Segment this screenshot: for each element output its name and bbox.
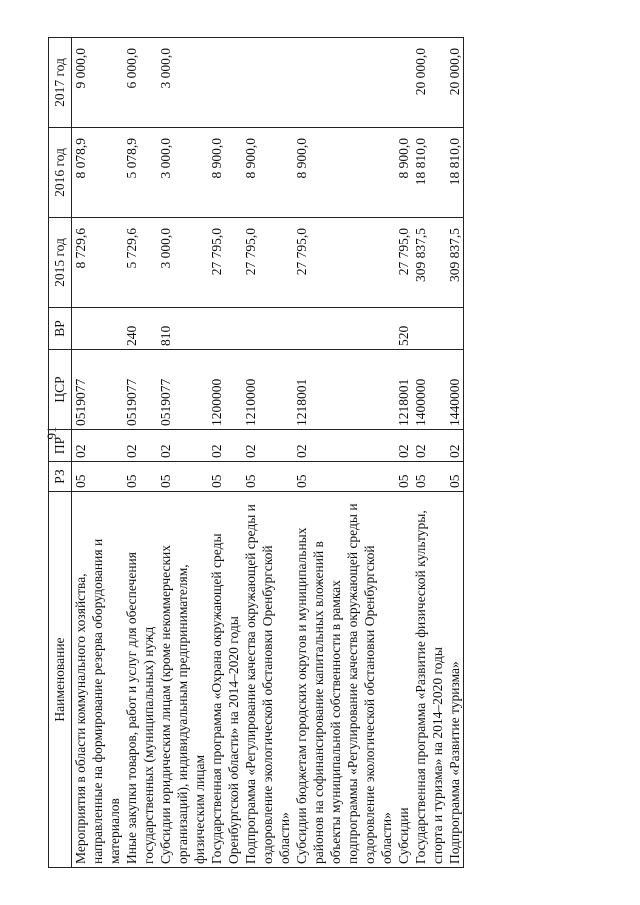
header-rz: РЗ xyxy=(49,462,72,492)
cell-2016: 3 000,0 xyxy=(157,128,208,218)
cell-2016: 18 810,0 xyxy=(412,128,446,218)
cell-2015: 27 795,0 xyxy=(395,218,412,308)
cell-vr: 240 xyxy=(123,308,157,350)
table-row xyxy=(412,38,446,868)
cell-2016: 8 900,0 xyxy=(242,128,293,218)
header-pr: ПР xyxy=(49,430,72,462)
cell-name: Подпрограмма «Развитие туризма» xyxy=(446,492,464,868)
cell-2016: 8 900,0 xyxy=(395,128,412,218)
cell-csr: 1218001 xyxy=(293,350,395,430)
cell-2017 xyxy=(242,38,293,128)
table-row xyxy=(72,38,124,868)
cell-2016: 8 900,0 xyxy=(208,128,242,218)
cell-name: Субсидии юридическим лицам (кроме некоммерческих организаций), индивидуальным предпринимателям, физическим лицам xyxy=(157,492,208,868)
header-2017: 2017 год xyxy=(49,38,72,128)
cell-pr: 02 xyxy=(123,430,157,462)
cell-vr xyxy=(242,308,293,350)
cell-2015: 3 000,0 xyxy=(157,218,208,308)
cell-pr: 02 xyxy=(72,430,124,462)
table-row xyxy=(242,38,293,868)
table-row xyxy=(123,38,157,868)
cell-rz: 05 xyxy=(208,462,242,492)
cell-rz: 05 xyxy=(395,462,412,492)
cell-2015: 27 795,0 xyxy=(208,218,242,308)
cell-2017: 3 000,0 xyxy=(157,38,208,128)
cell-2015: 27 795,0 xyxy=(293,218,395,308)
cell-rz: 05 xyxy=(293,462,395,492)
budget-table xyxy=(48,37,464,868)
cell-rz: 05 xyxy=(446,462,464,492)
cell-name: Государственная программа «Охрана окружающей среды Оренбургской области» на 2014–2020 годы xyxy=(208,492,242,868)
cell-2016: 18 810,0 xyxy=(446,128,464,218)
cell-csr: 1440000 xyxy=(446,350,464,430)
cell-pr: 02 xyxy=(446,430,464,462)
cell-rz: 05 xyxy=(72,462,124,492)
table-header-row xyxy=(49,38,72,868)
cell-name: Субсидии бюджетам городских округов и муниципальных районов на софинансирование капитальных вложений в объекты муниципальной собственности в рамках подпрограммы «Регулирование качества окружающей среды и оздоровление экологической обстановки Оренбургской области» xyxy=(293,492,395,868)
cell-csr: 1200000 xyxy=(208,350,242,430)
cell-2016: 8 900,0 xyxy=(293,128,395,218)
cell-pr: 02 xyxy=(208,430,242,462)
cell-name: Мероприятия в области коммунального хозяйства, направленные на формирование резерва оборудования и материалов xyxy=(72,492,124,868)
page-number: 91 xyxy=(44,426,59,440)
cell-rz: 05 xyxy=(412,462,446,492)
cell-vr: 520 xyxy=(395,308,412,350)
cell-2015: 5 729,6 xyxy=(123,218,157,308)
cell-csr: 1218001 xyxy=(395,350,412,430)
cell-vr xyxy=(293,308,395,350)
cell-vr xyxy=(446,308,464,350)
header-vr: ВР xyxy=(49,308,72,350)
cell-2015: 27 795,0 xyxy=(242,218,293,308)
cell-name: Субсидии xyxy=(395,492,412,868)
cell-vr: 810 xyxy=(157,308,208,350)
cell-2017: 6 000,0 xyxy=(123,38,157,128)
header-2016: 2016 год xyxy=(49,128,72,218)
cell-csr: 1400000 xyxy=(412,350,446,430)
cell-name: Государственная программа «Развитие физической культуры, спорта и туризма» на 2014–2020 годы xyxy=(412,492,446,868)
cell-2015: 8 729,6 xyxy=(72,218,124,308)
cell-vr xyxy=(412,308,446,350)
table-row xyxy=(208,38,242,868)
cell-name: Подпрограмма «Регулирование качества окружающей среды и оздоровление экологической обстановки Оренбургской области» xyxy=(242,492,293,868)
table-row xyxy=(157,38,208,868)
cell-csr: 0519077 xyxy=(123,350,157,430)
cell-csr: 0519077 xyxy=(72,350,124,430)
cell-2017 xyxy=(208,38,242,128)
cell-2017 xyxy=(293,38,395,128)
cell-2017 xyxy=(395,38,412,128)
cell-2015: 309 837,5 xyxy=(446,218,464,308)
cell-pr: 02 xyxy=(157,430,208,462)
table-row xyxy=(293,38,395,868)
cell-pr: 02 xyxy=(412,430,446,462)
cell-rz: 05 xyxy=(242,462,293,492)
cell-rz: 05 xyxy=(157,462,208,492)
table-row xyxy=(395,38,412,868)
cell-csr: 0519077 xyxy=(157,350,208,430)
cell-2017: 20 000,0 xyxy=(412,38,446,128)
cell-pr: 02 xyxy=(293,430,395,462)
header-name: Наименование xyxy=(49,492,72,868)
cell-2016: 5 078,9 xyxy=(123,128,157,218)
cell-rz: 05 xyxy=(123,462,157,492)
cell-pr: 02 xyxy=(395,430,412,462)
cell-vr xyxy=(208,308,242,350)
cell-2016: 8 078,9 xyxy=(72,128,124,218)
cell-name: Иные закупки товаров, работ и услуг для обеспечения государственных (муниципальных) нужд xyxy=(123,492,157,868)
cell-vr xyxy=(72,308,124,350)
rotated-table-container xyxy=(48,38,576,868)
table-row xyxy=(446,38,464,868)
cell-csr: 1210000 xyxy=(242,350,293,430)
cell-pr: 02 xyxy=(242,430,293,462)
cell-2015: 309 837,5 xyxy=(412,218,446,308)
header-csr: ЦСР xyxy=(49,350,72,430)
header-2015: 2015 год xyxy=(49,218,72,308)
cell-2017: 20 000,0 xyxy=(446,38,464,128)
cell-2017: 9 000,0 xyxy=(72,38,124,128)
